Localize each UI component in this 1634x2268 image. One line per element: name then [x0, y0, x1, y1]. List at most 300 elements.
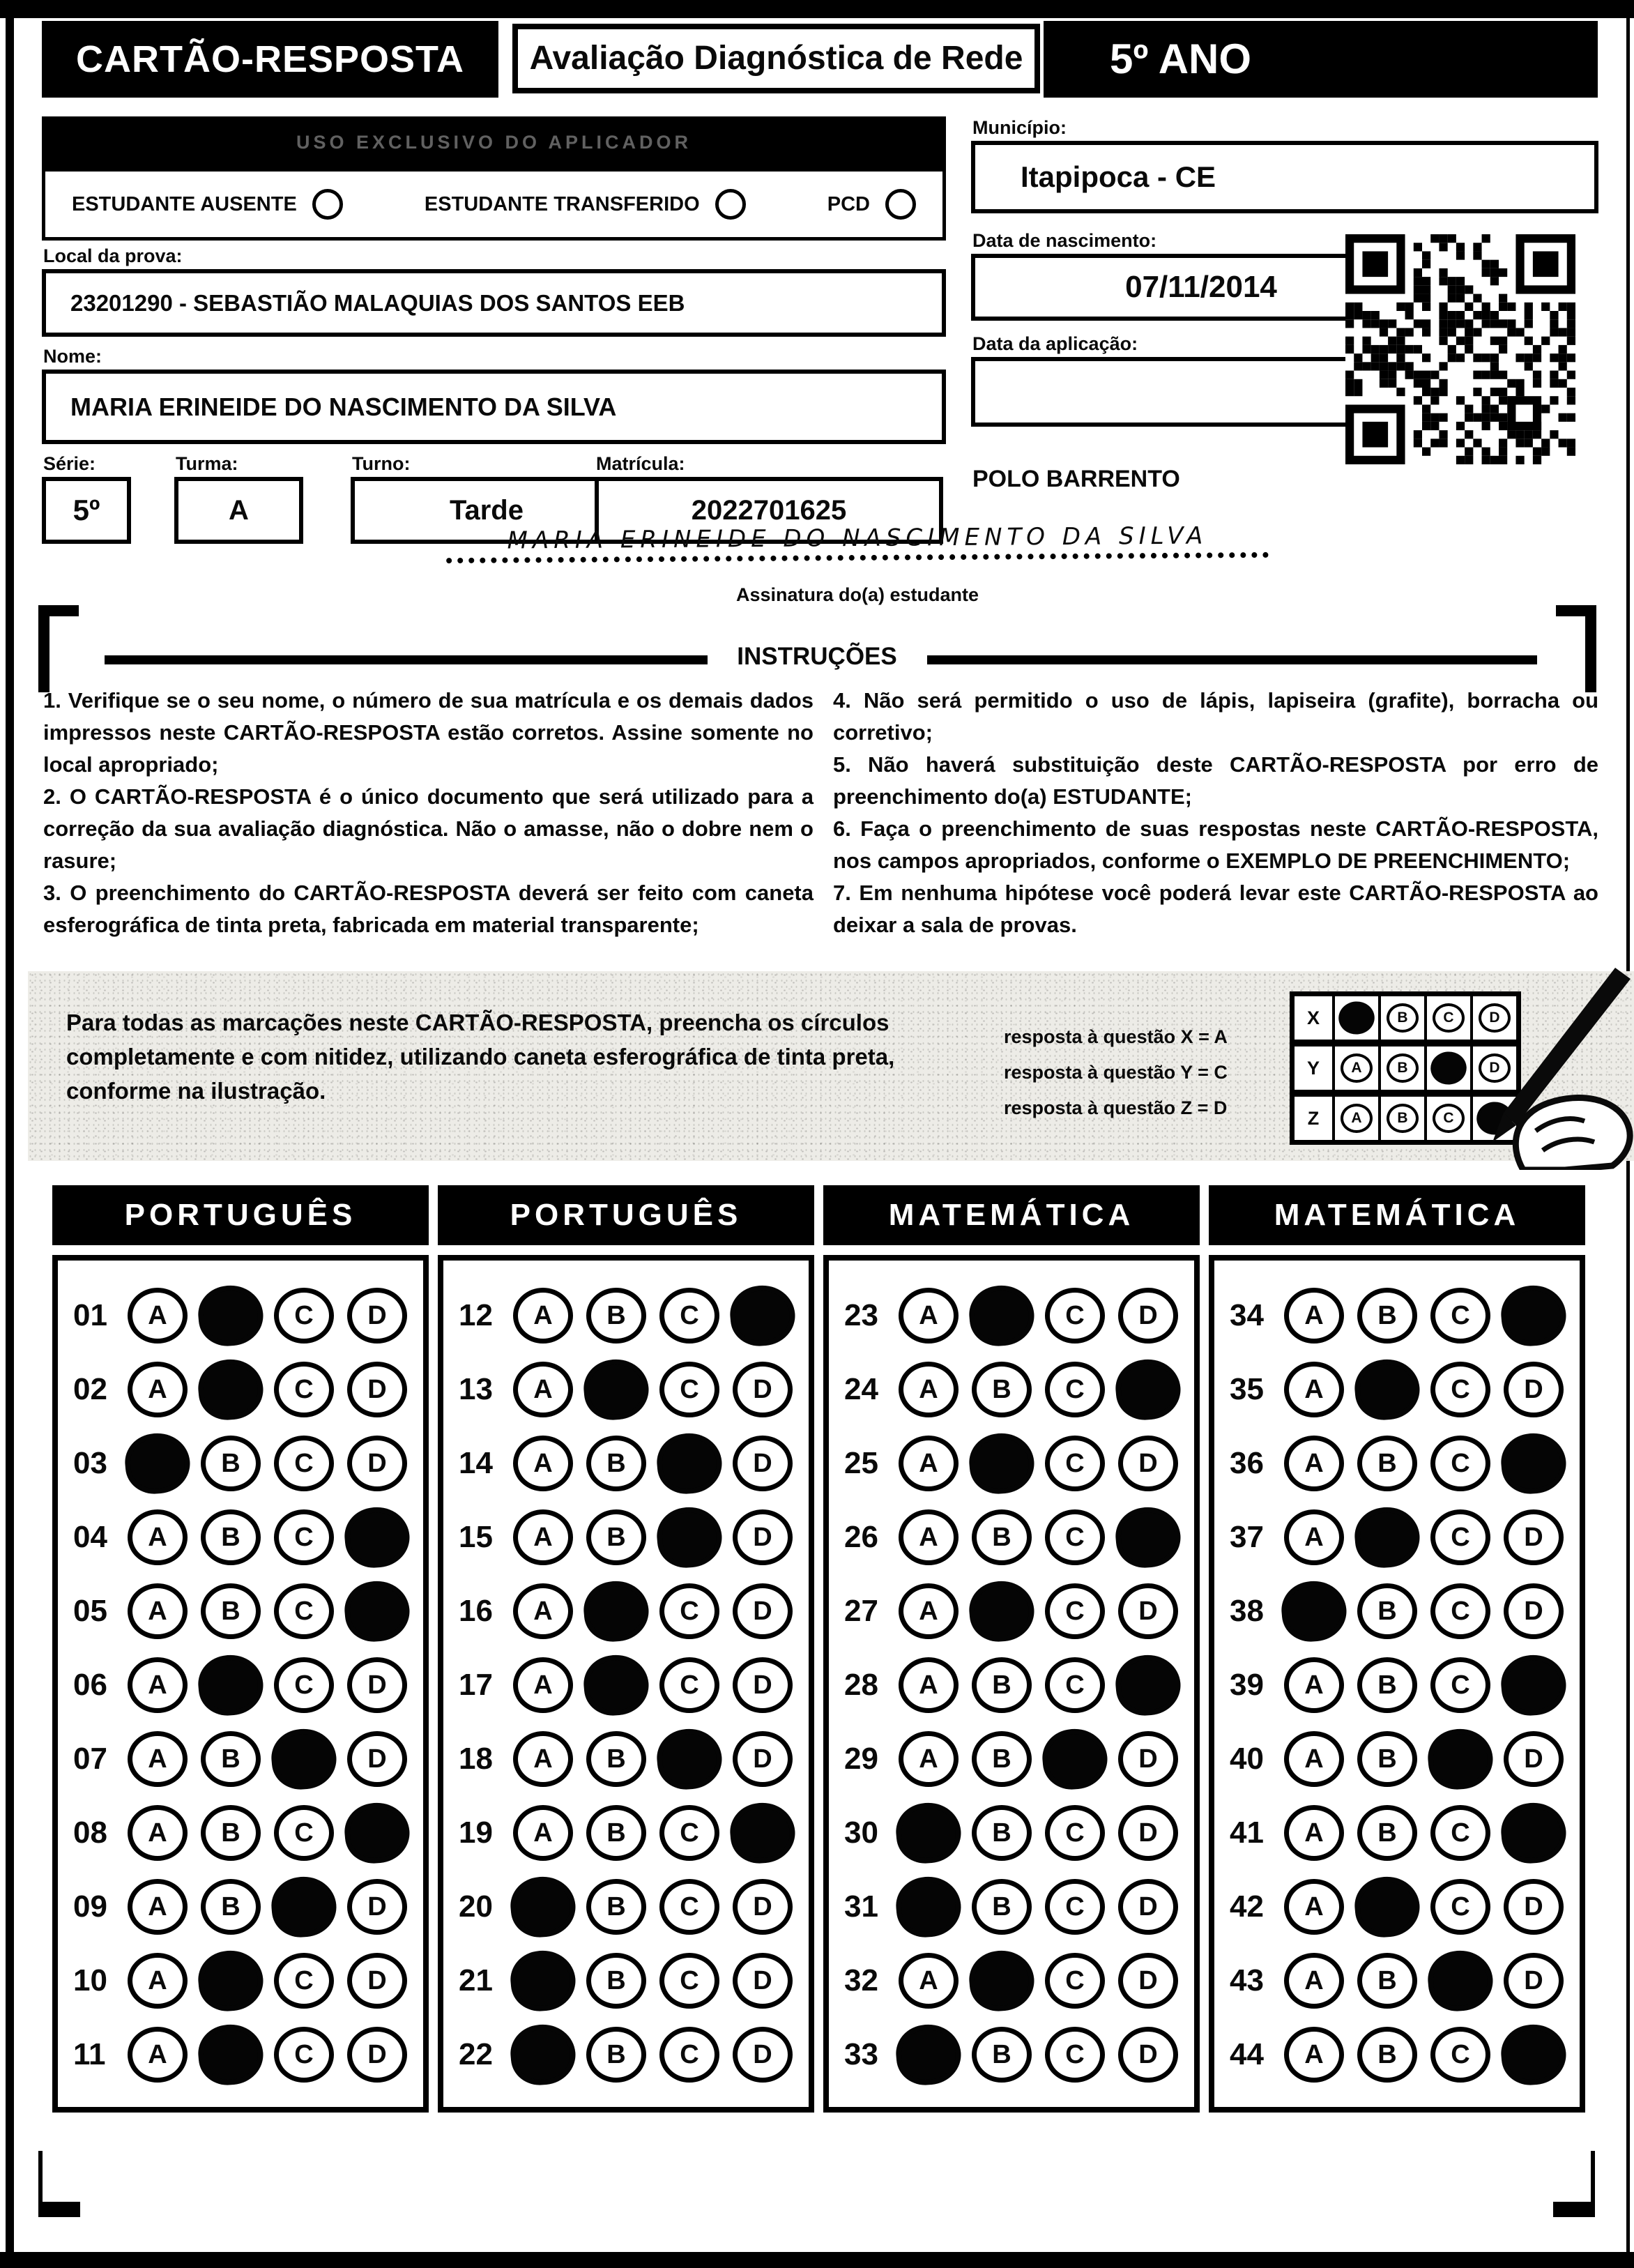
bubble-41-A[interactable]: A — [1284, 1805, 1344, 1861]
bubble-41-D[interactable] — [1499, 1800, 1568, 1866]
bubble-43-C[interactable] — [1426, 1948, 1495, 2014]
bubble-26-D[interactable] — [1113, 1505, 1183, 1570]
bubble-31-D[interactable]: D — [1118, 1879, 1178, 1935]
question-row — [844, 1279, 1194, 1353]
bubble-05-C[interactable]: C — [274, 1583, 334, 1639]
bubble-22-C[interactable]: C — [659, 2027, 719, 2083]
registration-mark-right — [1553, 2151, 1595, 2217]
bubble-06-C[interactable]: C — [274, 1657, 334, 1713]
grade-year: 5º ANO — [1044, 21, 1598, 98]
bubble-23-B[interactable] — [967, 1283, 1037, 1348]
bubble-08-A[interactable]: A — [128, 1805, 188, 1861]
question-row — [73, 1353, 423, 1426]
example-bubble-Y-B[interactable]: B — [1387, 1053, 1419, 1083]
bubble-16-D[interactable]: D — [733, 1583, 793, 1639]
bubble-37-B[interactable] — [1352, 1505, 1422, 1570]
answer-column — [52, 1185, 429, 2113]
bubble-14-A[interactable]: A — [513, 1436, 573, 1491]
question-number: 34 — [1230, 1298, 1264, 1332]
question-row — [1230, 1944, 1580, 2018]
bubble-09-D[interactable]: D — [347, 1879, 407, 1935]
question-row — [459, 1353, 809, 1426]
bubble-25-B[interactable] — [967, 1431, 1037, 1496]
bubble-44-B[interactable]: B — [1357, 2027, 1417, 2083]
aplicacao-label: Data da aplicação: — [972, 333, 1138, 354]
nome-label: Nome: — [43, 346, 102, 367]
bubble-13-C[interactable]: C — [659, 1362, 719, 1417]
example-bubble-X-B[interactable]: B — [1387, 1003, 1419, 1033]
applicator-option — [425, 189, 746, 220]
bubble-39-D[interactable] — [1499, 1652, 1568, 1718]
instruction-item: 5. Não haverá substituição deste CARTÃO-RESPOSTA por erro de preenchimento do(a) ESTUDANTE; — [833, 752, 1598, 809]
bubble-02-D[interactable]: D — [347, 1362, 407, 1417]
bubble-41-B[interactable]: B — [1357, 1805, 1417, 1861]
question-number: 36 — [1230, 1446, 1264, 1480]
applicator-option-label: PCD — [827, 192, 870, 215]
question-number: 33 — [844, 2037, 878, 2071]
bubble-34-A[interactable]: A — [1284, 1288, 1344, 1344]
question-number: 22 — [459, 2037, 493, 2071]
student-signature[interactable]: MARIA ERINEIDE DO NASCIMENTO DA SILVA — [446, 522, 1269, 563]
bubble-24-A[interactable]: A — [899, 1362, 959, 1417]
bubble-43-A[interactable]: A — [1284, 1953, 1344, 2009]
question-number: 26 — [844, 1520, 878, 1554]
bubble-03-B[interactable]: B — [201, 1436, 261, 1491]
example-bubble-X-C[interactable]: C — [1433, 1003, 1465, 1033]
example-row-label: Y — [1295, 1047, 1335, 1090]
bubble-10-B[interactable] — [196, 1948, 266, 2014]
question-number: 04 — [73, 1520, 107, 1554]
question-row — [1230, 2018, 1580, 2092]
question-row — [73, 1722, 423, 1796]
answer-box — [52, 1255, 429, 2113]
bubble-12-A[interactable]: A — [513, 1288, 573, 1344]
bubble-36-C[interactable]: C — [1430, 1436, 1490, 1491]
bubble-38-D[interactable]: D — [1504, 1583, 1564, 1639]
example-bubble-Y-A[interactable]: A — [1341, 1053, 1373, 1083]
bubble-03-A[interactable] — [123, 1431, 192, 1496]
subject-header: MATEMÁTICA — [1209, 1185, 1585, 1245]
example-legend — [1004, 1019, 1228, 1126]
question-number: 30 — [844, 1816, 878, 1850]
question-row — [844, 1870, 1194, 1944]
question-row — [73, 1648, 423, 1722]
bubble-29-A[interactable]: A — [899, 1731, 959, 1787]
nascimento-label: Data de nascimento: — [972, 230, 1157, 251]
bubble-22-B[interactable]: B — [586, 2027, 646, 2083]
bubble-40-C[interactable] — [1426, 1726, 1495, 1792]
matricula-label: Matrícula: — [596, 453, 685, 474]
example-bubble-X-D[interactable]: D — [1479, 1003, 1511, 1033]
bubble-01-D[interactable]: D — [347, 1288, 407, 1344]
bubble-35-B[interactable] — [1352, 1357, 1422, 1422]
bubble-34-B[interactable]: B — [1357, 1288, 1417, 1344]
bubble-38-A[interactable] — [1279, 1578, 1349, 1644]
bubble-23-C[interactable]: C — [1045, 1288, 1105, 1344]
bubble-25-A[interactable]: A — [899, 1436, 959, 1491]
question-number: 13 — [459, 1372, 493, 1406]
question-row — [844, 2018, 1194, 2092]
question-row — [1230, 1648, 1580, 1722]
bubble-15-A[interactable]: A — [513, 1509, 573, 1565]
question-row — [459, 2018, 809, 2092]
bubble-22-A[interactable] — [508, 2022, 578, 2087]
bubble-28-A[interactable]: A — [899, 1657, 959, 1713]
bubble-07-D[interactable]: D — [347, 1731, 407, 1787]
bubble-21-D[interactable]: D — [733, 1953, 793, 2009]
bubble-10-A[interactable]: A — [128, 1953, 188, 2009]
bubble-01-A[interactable]: A — [128, 1288, 188, 1344]
example-text: Para todas as marcações neste CARTÃO-RESPOSTA, preencha os círculos completamente e com nitidez, utilizando caneta esferográfica de tinta preta, conforme na ilustração. — [66, 1010, 895, 1104]
question-row — [1230, 1500, 1580, 1574]
bubble-35-C[interactable]: C — [1430, 1362, 1490, 1417]
bubble-20-D[interactable]: D — [733, 1879, 793, 1935]
question-row — [459, 1426, 809, 1500]
bubble-08-B[interactable]: B — [201, 1805, 261, 1861]
bubble-32-A[interactable]: A — [899, 1953, 959, 2009]
bubble-39-B[interactable]: B — [1357, 1657, 1417, 1713]
bubble-44-D[interactable] — [1499, 2022, 1568, 2087]
signature-caption: Assinatura do(a) estudante — [735, 584, 979, 605]
bubble-32-B[interactable] — [967, 1948, 1037, 2014]
question-row — [73, 2018, 423, 2092]
applicator-option-circle[interactable] — [885, 189, 916, 220]
bubble-38-C[interactable]: C — [1430, 1583, 1490, 1639]
question-number: 17 — [459, 1668, 493, 1702]
bubble-15-C[interactable] — [655, 1505, 724, 1570]
bubble-37-D[interactable]: D — [1504, 1509, 1564, 1565]
local-label: Local da prova: — [43, 245, 183, 266]
bubble-04-C[interactable]: C — [274, 1509, 334, 1565]
bubble-36-D[interactable] — [1499, 1431, 1568, 1496]
question-number: 03 — [73, 1446, 107, 1480]
qr-code-icon — [1345, 234, 1575, 464]
local-value-box: 23201290 - SEBASTIÃO MALAQUIAS DOS SANTOS EEB — [42, 269, 946, 337]
question-row — [73, 1279, 423, 1353]
bubble-07-A[interactable]: A — [128, 1731, 188, 1787]
bubble-07-C[interactable] — [269, 1726, 339, 1792]
bubble-02-A[interactable]: A — [128, 1362, 188, 1417]
bubble-39-A[interactable]: A — [1284, 1657, 1344, 1713]
bubble-11-D[interactable]: D — [347, 2027, 407, 2083]
bubble-36-B[interactable]: B — [1357, 1436, 1417, 1491]
bubble-37-A[interactable]: A — [1284, 1509, 1344, 1565]
bubble-22-D[interactable]: D — [733, 2027, 793, 2083]
bubble-06-D[interactable]: D — [347, 1657, 407, 1713]
bubble-16-A[interactable]: A — [513, 1583, 573, 1639]
instructions-right — [833, 685, 1598, 941]
subject-header: MATEMÁTICA — [823, 1185, 1200, 1245]
bubble-16-B[interactable] — [581, 1578, 651, 1644]
bubble-42-C[interactable]: C — [1430, 1879, 1490, 1935]
bubble-26-B[interactable]: B — [972, 1509, 1032, 1565]
bubble-02-C[interactable]: C — [274, 1362, 334, 1417]
question-number: 32 — [844, 1963, 878, 1997]
bubble-13-B[interactable] — [581, 1357, 651, 1422]
question-number: 35 — [1230, 1372, 1264, 1406]
bubble-05-D[interactable] — [342, 1578, 412, 1644]
question-row — [844, 1574, 1194, 1648]
bubble-01-B[interactable] — [196, 1283, 266, 1348]
bubble-05-B[interactable]: B — [201, 1583, 261, 1639]
question-row — [844, 1722, 1194, 1796]
applicator-option-circle[interactable] — [715, 189, 746, 220]
bubble-12-D[interactable] — [728, 1283, 797, 1348]
bubble-34-D[interactable] — [1499, 1283, 1568, 1348]
bubble-35-A[interactable]: A — [1284, 1362, 1344, 1417]
bubble-26-A[interactable]: A — [899, 1509, 959, 1565]
answer-column — [1209, 1185, 1585, 2113]
bubble-09-B[interactable]: B — [201, 1879, 261, 1935]
bubble-04-A[interactable]: A — [128, 1509, 188, 1565]
question-row — [1230, 1279, 1580, 1353]
bubble-42-B[interactable] — [1352, 1874, 1422, 1940]
answer-box — [1209, 1255, 1585, 2113]
assessment-title: Avaliação Diagnóstica de Rede — [512, 24, 1040, 93]
bubble-02-B[interactable] — [196, 1357, 266, 1422]
question-row — [459, 1796, 809, 1870]
question-row — [844, 1944, 1194, 2018]
bubble-17-B[interactable] — [581, 1652, 651, 1718]
bubble-32-D[interactable]: D — [1118, 1953, 1178, 2009]
bubble-18-C[interactable] — [655, 1726, 724, 1792]
bubble-34-C[interactable]: C — [1430, 1288, 1490, 1344]
question-row — [459, 1870, 809, 1944]
bubble-13-D[interactable]: D — [733, 1362, 793, 1417]
question-number: 18 — [459, 1742, 493, 1776]
bubble-19-C[interactable]: C — [659, 1805, 719, 1861]
bubble-28-D[interactable] — [1113, 1652, 1183, 1718]
question-row — [73, 1796, 423, 1870]
turma-label: Turma: — [176, 453, 238, 474]
bubble-42-D[interactable]: D — [1504, 1879, 1564, 1935]
bubble-31-C[interactable]: C — [1045, 1879, 1105, 1935]
bubble-29-C[interactable] — [1040, 1726, 1110, 1792]
example-bubble-Z-C[interactable]: C — [1433, 1104, 1465, 1133]
bubble-21-A[interactable] — [508, 1948, 578, 2014]
bubble-14-D[interactable]: D — [733, 1436, 793, 1491]
bubble-25-D[interactable]: D — [1118, 1436, 1178, 1491]
bubble-40-A[interactable]: A — [1284, 1731, 1344, 1787]
bubble-43-D[interactable]: D — [1504, 1953, 1564, 2009]
question-number: 20 — [459, 1889, 493, 1924]
bubble-04-B[interactable]: B — [201, 1509, 261, 1565]
bubble-39-C[interactable]: C — [1430, 1657, 1490, 1713]
bubble-11-C[interactable]: C — [274, 2027, 334, 2083]
question-number: 37 — [1230, 1520, 1264, 1554]
question-number: 12 — [459, 1298, 493, 1332]
bubble-14-C[interactable] — [655, 1431, 724, 1496]
bubble-37-C[interactable]: C — [1430, 1509, 1490, 1565]
bubble-15-D[interactable]: D — [733, 1509, 793, 1565]
bubble-17-A[interactable]: A — [513, 1657, 573, 1713]
bubble-27-D[interactable]: D — [1118, 1583, 1178, 1639]
question-number: 11 — [73, 2037, 106, 2071]
nascimento-value-box: 07/11/2014 — [971, 254, 1431, 321]
question-number: 06 — [73, 1668, 107, 1702]
bubble-17-C[interactable]: C — [659, 1657, 719, 1713]
bubble-03-C[interactable]: C — [274, 1436, 334, 1491]
bubble-38-B[interactable]: B — [1357, 1583, 1417, 1639]
bubble-27-B[interactable] — [967, 1578, 1037, 1644]
bubble-27-A[interactable]: A — [899, 1583, 959, 1639]
bubble-19-B[interactable]: B — [586, 1805, 646, 1861]
question-row — [1230, 1870, 1580, 1944]
example-row-label: X — [1295, 996, 1335, 1040]
bubble-09-C[interactable] — [269, 1874, 339, 1940]
question-number: 31 — [844, 1889, 878, 1924]
instruction-item: 4. Não será permitido o uso de lápis, lapiseira (grafite), borracha ou corretivo; — [833, 688, 1598, 745]
example-bubble-Z-B[interactable]: B — [1387, 1104, 1419, 1133]
bubble-21-C[interactable]: C — [659, 1953, 719, 2009]
bubble-03-D[interactable]: D — [347, 1436, 407, 1491]
bubble-25-C[interactable]: C — [1045, 1436, 1105, 1491]
bubble-40-D[interactable]: D — [1504, 1731, 1564, 1787]
bubble-06-A[interactable]: A — [128, 1657, 188, 1713]
bubble-43-B[interactable]: B — [1357, 1953, 1417, 2009]
bubble-13-A[interactable]: A — [513, 1362, 573, 1417]
instruction-item: 7. Em nenhuma hipótese você poderá levar este CARTÃO-RESPOSTA ao deixar a sala de provas. — [833, 881, 1598, 937]
question-row — [459, 1574, 809, 1648]
bubble-30-D[interactable]: D — [1118, 1805, 1178, 1861]
serie-label: Série: — [43, 453, 96, 474]
bubble-12-B[interactable]: B — [586, 1288, 646, 1344]
bubble-32-C[interactable]: C — [1045, 1953, 1105, 2009]
bubble-18-D[interactable]: D — [733, 1731, 793, 1787]
bubble-41-C[interactable]: C — [1430, 1805, 1490, 1861]
bubble-08-C[interactable]: C — [274, 1805, 334, 1861]
question-row — [1230, 1353, 1580, 1426]
subject-header: PORTUGUÊS — [52, 1185, 429, 1245]
bubble-33-C[interactable]: C — [1045, 2027, 1105, 2083]
applicator-option-label: ESTUDANTE AUSENTE — [72, 192, 297, 215]
bubble-28-B[interactable]: B — [972, 1657, 1032, 1713]
question-number: 27 — [844, 1594, 878, 1628]
hand-pen-illustration — [1419, 968, 1634, 1173]
bubble-30-A[interactable] — [894, 1800, 963, 1866]
applicator-option-label: ESTUDANTE TRANSFERIDO — [424, 192, 700, 215]
bubble-10-D[interactable]: D — [347, 1953, 407, 2009]
bubble-26-C[interactable]: C — [1045, 1509, 1105, 1565]
bubble-40-B[interactable]: B — [1357, 1731, 1417, 1787]
bubble-19-D[interactable] — [728, 1800, 797, 1866]
bubble-24-B[interactable]: B — [972, 1362, 1032, 1417]
bubble-15-B[interactable]: B — [586, 1509, 646, 1565]
bubble-11-A[interactable]: A — [128, 2027, 188, 2083]
example-row-label: Z — [1295, 1097, 1335, 1140]
bubble-06-B[interactable] — [196, 1652, 266, 1718]
question-row — [1230, 1426, 1580, 1500]
bubble-27-C[interactable]: C — [1045, 1583, 1105, 1639]
bubble-20-A[interactable] — [508, 1874, 578, 1940]
question-number: 07 — [73, 1742, 107, 1776]
question-row — [844, 1500, 1194, 1574]
question-number: 43 — [1230, 1963, 1264, 1997]
bubble-33-B[interactable]: B — [972, 2027, 1032, 2083]
bubble-30-C[interactable]: C — [1045, 1805, 1105, 1861]
bubble-30-B[interactable]: B — [972, 1805, 1032, 1861]
bubble-16-C[interactable]: C — [659, 1583, 719, 1639]
bubble-10-C[interactable]: C — [274, 1953, 334, 2009]
bubble-17-D[interactable]: D — [733, 1657, 793, 1713]
bubble-42-A[interactable]: A — [1284, 1879, 1344, 1935]
page-bottom-border — [0, 2252, 1634, 2268]
bubble-12-C[interactable]: C — [659, 1288, 719, 1344]
question-row — [73, 1574, 423, 1648]
bubble-08-D[interactable] — [342, 1800, 412, 1866]
question-number: 08 — [73, 1816, 107, 1850]
bubble-04-D[interactable] — [342, 1505, 412, 1570]
question-row — [459, 1279, 809, 1353]
bubble-18-B[interactable]: B — [586, 1731, 646, 1787]
bubble-11-B[interactable] — [196, 2022, 266, 2087]
question-number: 41 — [1230, 1816, 1264, 1850]
bubble-05-A[interactable]: A — [128, 1583, 188, 1639]
bubble-28-C[interactable]: C — [1045, 1657, 1105, 1713]
bubble-36-A[interactable]: A — [1284, 1436, 1344, 1491]
question-number: 09 — [73, 1889, 107, 1924]
example-cell — [1335, 1097, 1381, 1140]
bubble-31-A[interactable] — [894, 1874, 963, 1940]
question-number: 21 — [459, 1963, 493, 1997]
bubble-44-A[interactable]: A — [1284, 2027, 1344, 2083]
bubble-23-A[interactable]: A — [899, 1288, 959, 1344]
bubble-18-A[interactable]: A — [513, 1731, 573, 1787]
question-row — [459, 1944, 809, 2018]
bubble-20-B[interactable]: B — [586, 1879, 646, 1935]
example-bubble-Z-A[interactable]: A — [1341, 1104, 1373, 1133]
bubble-24-D[interactable] — [1113, 1357, 1183, 1422]
bubble-09-A[interactable]: A — [128, 1879, 188, 1935]
applicator-option-circle[interactable] — [312, 189, 343, 220]
bubble-33-A[interactable] — [894, 2022, 963, 2087]
question-number: 02 — [73, 1372, 107, 1406]
bubble-21-B[interactable]: B — [586, 1953, 646, 2009]
example-cell — [1335, 1047, 1381, 1090]
example-legend-line: resposta à questão X = A — [1004, 1026, 1228, 1047]
example-bubble-X-A[interactable] — [1338, 1000, 1376, 1036]
bubble-24-C[interactable]: C — [1045, 1362, 1105, 1417]
sheet-title: CARTÃO-RESPOSTA — [42, 21, 498, 98]
bubble-29-D[interactable]: D — [1118, 1731, 1178, 1787]
bubble-35-D[interactable]: D — [1504, 1362, 1564, 1417]
registration-mark-left — [38, 2151, 80, 2217]
bubble-33-D[interactable]: D — [1118, 2027, 1178, 2083]
question-number: 29 — [844, 1742, 878, 1776]
answer-column — [823, 1185, 1200, 2113]
example-bubble-Y-D[interactable]: D — [1479, 1053, 1511, 1083]
turno-label: Turno: — [352, 453, 411, 474]
serie-value-box: 5º — [42, 477, 131, 544]
answer-box — [438, 1255, 814, 2113]
question-row — [459, 1722, 809, 1796]
bubble-20-C[interactable]: C — [659, 1879, 719, 1935]
bubble-14-B[interactable]: B — [586, 1436, 646, 1491]
subject-header: PORTUGUÊS — [438, 1185, 814, 1245]
bubble-19-A[interactable]: A — [513, 1805, 573, 1861]
question-row — [1230, 1574, 1580, 1648]
example-legend-line: resposta à questão Y = C — [1004, 1062, 1228, 1083]
bubble-23-D[interactable]: D — [1118, 1288, 1178, 1344]
bubble-31-B[interactable]: B — [972, 1879, 1032, 1935]
bubble-29-B[interactable]: B — [972, 1731, 1032, 1787]
bubble-07-B[interactable]: B — [201, 1731, 261, 1787]
bubble-01-C[interactable]: C — [274, 1288, 334, 1344]
question-row — [1230, 1796, 1580, 1870]
question-number: 16 — [459, 1594, 493, 1628]
bubble-44-C[interactable]: C — [1430, 2027, 1490, 2083]
question-number: 40 — [1230, 1742, 1264, 1776]
